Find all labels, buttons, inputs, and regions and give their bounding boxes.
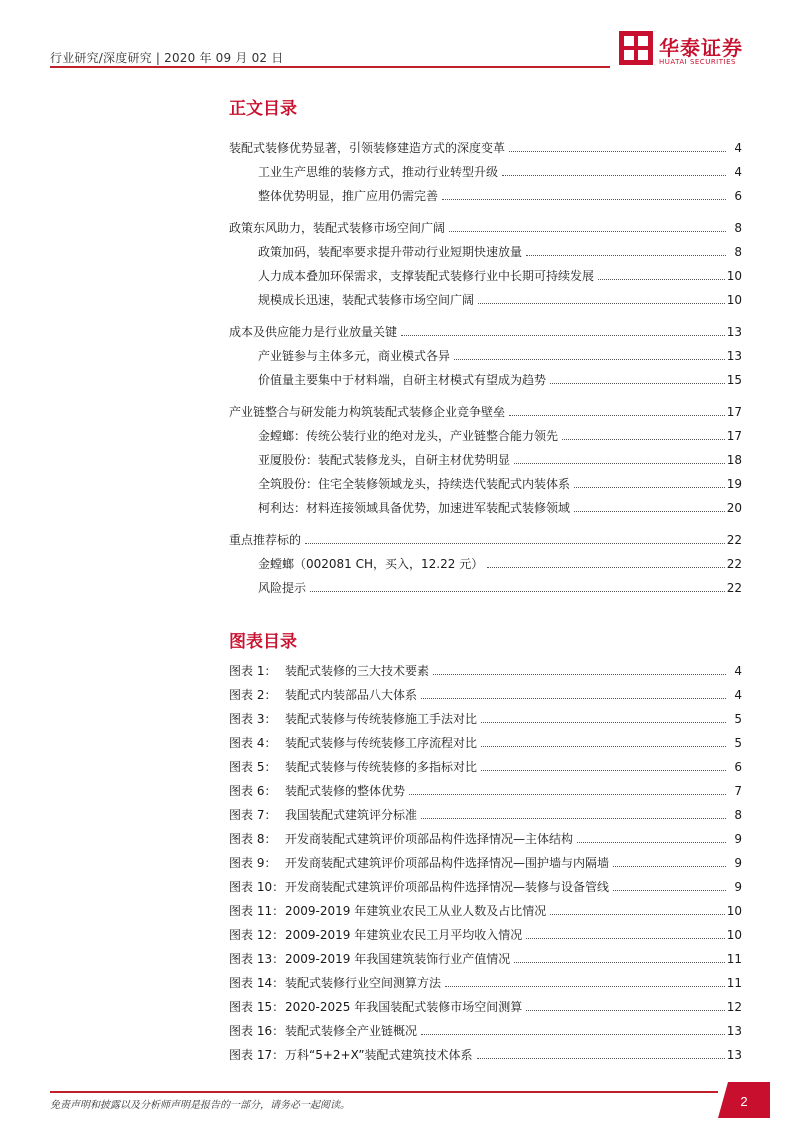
entry-page-number: 19 — [726, 477, 742, 491]
dot-leader — [481, 745, 726, 747]
entry-title: 装配式内装部品八大体系 — [285, 688, 418, 702]
figure-label: 图表 12： — [229, 928, 285, 942]
entry-page-number: 17 — [726, 429, 742, 443]
figure-entry[interactable] — [229, 973, 742, 991]
figure-entry[interactable] — [229, 1045, 742, 1063]
figure-entry[interactable] — [229, 1021, 742, 1039]
figure-entry[interactable] — [229, 661, 742, 679]
toc-entry[interactable] — [229, 218, 742, 236]
entry-title: 政策加码，装配率要求提升带动行业短期快速放量 — [258, 245, 523, 259]
entry-page-number: 22 — [726, 557, 742, 571]
toc-entry[interactable] — [229, 138, 742, 156]
dot-leader — [449, 230, 726, 232]
entry-page-number: 5 — [734, 736, 742, 750]
entry-page-number: 12 — [726, 1000, 742, 1014]
entry-page-number: 20 — [726, 501, 742, 515]
entry-title: 装配式装修优势显著，引领装修建造方式的深度变革 — [229, 141, 506, 155]
figure-entry[interactable] — [229, 709, 742, 727]
entry-title: 我国装配式建筑评分标准 — [285, 808, 418, 822]
dot-leader — [409, 793, 726, 795]
toc-subentry[interactable] — [258, 578, 742, 596]
dot-leader — [401, 334, 725, 336]
entry-title: 金螳螂：传统公装行业的绝对龙头，产业链整合能力领先 — [258, 429, 559, 443]
dot-leader — [562, 438, 725, 440]
figures-section-title: 图表目录 — [229, 632, 297, 652]
dot-leader — [526, 1009, 724, 1011]
dot-leader — [577, 841, 726, 843]
figure-label: 图表 8： — [229, 832, 277, 846]
toc-subentry[interactable] — [258, 186, 742, 204]
entry-page-number: 10 — [726, 928, 742, 942]
toc-subentry[interactable] — [258, 242, 742, 260]
entry-title: 规模成长迅速，装配式装修市场空间广阔 — [258, 293, 475, 307]
toc-subentry[interactable] — [258, 426, 742, 444]
toc-entry[interactable] — [229, 402, 742, 420]
entry-page-number: 8 — [734, 245, 742, 259]
toc-subentry[interactable] — [258, 290, 742, 308]
entry-title: 人力成本叠加环保需求，支撑装配式装修行业中长期可持续发展 — [258, 269, 595, 283]
entry-page-number: 22 — [726, 581, 742, 595]
figure-label: 图表 5： — [229, 760, 277, 774]
entry-title: 整体优势明显，推广应用仍需完善 — [258, 189, 439, 203]
entry-page-number: 17 — [726, 405, 742, 419]
toc-subentry[interactable] — [258, 266, 742, 284]
entry-page-number: 22 — [726, 533, 742, 547]
entry-page-number: 10 — [726, 904, 742, 918]
dot-leader — [477, 1057, 725, 1059]
entry-title: 装配式装修与传统装修的多指标对比 — [285, 760, 478, 774]
logo-chinese-name: 华泰证券 — [659, 36, 743, 60]
entry-page-number: 8 — [734, 808, 742, 822]
huatai-logo-icon — [619, 31, 653, 65]
toc-subentry[interactable] — [258, 370, 742, 388]
dot-leader — [481, 721, 726, 723]
dot-leader — [442, 198, 726, 200]
dot-leader — [574, 510, 725, 512]
dot-leader — [550, 382, 725, 384]
entry-page-number: 6 — [734, 760, 742, 774]
entry-page-number: 18 — [726, 453, 742, 467]
entry-title: 金螳螂（002081 CH，买入，12.22 元） — [258, 557, 484, 571]
dot-leader — [550, 913, 724, 915]
figure-label: 图表 7： — [229, 808, 277, 822]
entry-title: 价值量主要集中于材料端，自研主材模式有望成为趋势 — [258, 373, 547, 387]
entry-title: 装配式装修全产业链概况 — [285, 1024, 418, 1038]
entry-title: 装配式装修与传统装修工序流程对比 — [285, 736, 478, 750]
entry-page-number: 9 — [734, 832, 742, 846]
figure-label: 图表 1： — [229, 664, 277, 678]
dot-leader — [478, 302, 725, 304]
figure-label: 图表 14： — [229, 976, 285, 990]
figure-label: 图表 4： — [229, 736, 277, 750]
entry-title: 亚厦股份：装配式装修龙头，自研主材优势明显 — [258, 453, 511, 467]
dot-leader — [487, 566, 725, 568]
entry-title: 政策东风助力，装配式装修市场空间广阔 — [229, 221, 446, 235]
toc-subentry[interactable] — [258, 554, 742, 572]
entry-title: 全筑股份：住宅全装修领域龙头，持续迭代装配式内装体系 — [258, 477, 571, 491]
page-number: 2 — [740, 1094, 748, 1109]
figure-label: 图表 6： — [229, 784, 277, 798]
dot-leader — [454, 358, 725, 360]
dot-leader — [421, 1033, 725, 1035]
entry-title: 重点推荐标的 — [229, 533, 302, 547]
figure-entry[interactable] — [229, 997, 742, 1015]
report-header: 行业研究/深度研究 | 2020 年 09 月 02 日 — [50, 51, 284, 65]
entry-title: 开发商装配式建筑评价项部品构件选择情况—主体结构 — [285, 832, 574, 846]
page-number-badge — [718, 1082, 770, 1118]
toc-subentry[interactable] — [258, 498, 742, 516]
figure-label: 图表 9： — [229, 856, 277, 870]
entry-page-number: 8 — [734, 221, 742, 235]
entry-page-number: 5 — [734, 712, 742, 726]
entry-page-number: 7 — [734, 784, 742, 798]
entry-page-number: 9 — [734, 880, 742, 894]
entry-title: 工业生产思维的装修方式，推动行业转型升级 — [258, 165, 499, 179]
entry-title: 2009-2019 年建筑业农民工从业人数及占比情况 — [285, 904, 547, 918]
toc-subentry[interactable] — [258, 162, 742, 180]
entry-title: 开发商装配式建筑评价项部品构件选择情况—装修与设备管线 — [285, 880, 610, 894]
entry-page-number: 10 — [726, 269, 742, 283]
toc-subentry[interactable] — [258, 450, 742, 468]
entry-title: 产业链参与主体多元，商业模式各异 — [258, 349, 451, 363]
dot-leader — [421, 697, 726, 699]
figure-entry[interactable] — [229, 685, 742, 703]
dot-leader — [574, 486, 725, 488]
dot-leader — [514, 462, 725, 464]
entry-title: 2009-2019 年我国建筑装饰行业产值情况 — [285, 952, 511, 966]
figure-entry[interactable] — [229, 877, 742, 895]
toc-subentry[interactable] — [258, 474, 742, 492]
entry-page-number: 13 — [726, 1024, 742, 1038]
dot-leader — [613, 889, 726, 891]
dot-leader — [526, 254, 726, 256]
entry-title: 装配式装修行业空间测算方法 — [285, 976, 442, 990]
entry-title: 开发商装配式建筑评价项部品构件选择情况—围护墙与内隔墙 — [285, 856, 610, 870]
dot-leader — [502, 174, 726, 176]
entry-page-number: 4 — [734, 688, 742, 702]
entry-page-number: 13 — [726, 1048, 742, 1062]
entry-page-number: 13 — [726, 349, 742, 363]
figure-label: 图表 3： — [229, 712, 277, 726]
entry-title: 万科“5+2+X”装配式建筑技术体系 — [285, 1048, 473, 1062]
entry-page-number: 4 — [734, 165, 742, 179]
dot-leader — [514, 961, 724, 963]
entry-title: 装配式装修与传统装修施工手法对比 — [285, 712, 478, 726]
figure-label: 图表 10： — [229, 880, 285, 894]
figure-label: 图表 17： — [229, 1048, 285, 1062]
header-divider — [50, 66, 610, 68]
company-logo — [619, 31, 749, 71]
entry-page-number: 6 — [734, 189, 742, 203]
entry-page-number: 15 — [726, 373, 742, 387]
entry-title: 产业链整合与研发能力构筑装配式装修企业竞争壁垒 — [229, 405, 506, 419]
entry-title: 2020-2025 年我国装配式装修市场空间测算 — [285, 1000, 523, 1014]
figure-entry[interactable] — [229, 853, 742, 871]
entry-page-number: 11 — [726, 952, 742, 966]
figure-entry[interactable] — [229, 733, 742, 751]
dot-leader — [433, 673, 726, 675]
entry-page-number: 11 — [726, 976, 742, 990]
figure-label: 图表 13： — [229, 952, 285, 966]
figure-entry[interactable] — [229, 949, 742, 967]
dot-leader — [598, 278, 725, 280]
dot-leader — [445, 985, 725, 987]
toc-entry[interactable] — [229, 530, 742, 548]
figure-entry[interactable] — [229, 829, 742, 847]
dot-leader — [421, 817, 726, 819]
entry-page-number: 4 — [734, 141, 742, 155]
figure-label: 图表 2： — [229, 688, 277, 702]
entry-title: 风险提示 — [258, 581, 307, 595]
toc-subentry[interactable] — [258, 346, 742, 364]
entry-title: 2009-2019 年建筑业农民工月平均收入情况 — [285, 928, 523, 942]
figure-entry[interactable] — [229, 925, 742, 943]
dot-leader — [509, 150, 726, 152]
toc-entry[interactable] — [229, 322, 742, 340]
figure-entry[interactable] — [229, 781, 742, 799]
figure-label: 图表 16： — [229, 1024, 285, 1038]
entry-title: 装配式装修的整体优势 — [285, 784, 406, 798]
entry-page-number: 10 — [726, 293, 742, 307]
entry-page-number: 9 — [734, 856, 742, 870]
dot-leader — [509, 414, 725, 416]
entry-title: 成本及供应能力是行业放量关键 — [229, 325, 398, 339]
logo-english-name: HUATAI SECURITIES — [659, 58, 736, 66]
dot-leader — [305, 542, 725, 544]
figure-entry[interactable] — [229, 901, 742, 919]
dot-leader — [613, 865, 726, 867]
entry-title: 柯利达：材料连接领域具备优势，加速进军装配式装修领域 — [258, 501, 571, 515]
entry-title: 装配式装修的三大技术要素 — [285, 664, 430, 678]
footer-disclaimer: 免责声明和披露以及分析师声明是报告的一部分，请务必一起阅读。 — [50, 1100, 350, 1111]
figure-label: 图表 11： — [229, 904, 285, 918]
toc-section-title: 正文目录 — [229, 99, 297, 119]
footer-divider — [50, 1091, 718, 1093]
dot-leader — [481, 769, 726, 771]
entry-page-number: 4 — [734, 664, 742, 678]
figure-label: 图表 15： — [229, 1000, 285, 1014]
dot-leader — [310, 590, 725, 592]
figure-entry[interactable] — [229, 757, 742, 775]
figure-entry[interactable] — [229, 805, 742, 823]
entry-page-number: 13 — [726, 325, 742, 339]
dot-leader — [526, 937, 724, 939]
